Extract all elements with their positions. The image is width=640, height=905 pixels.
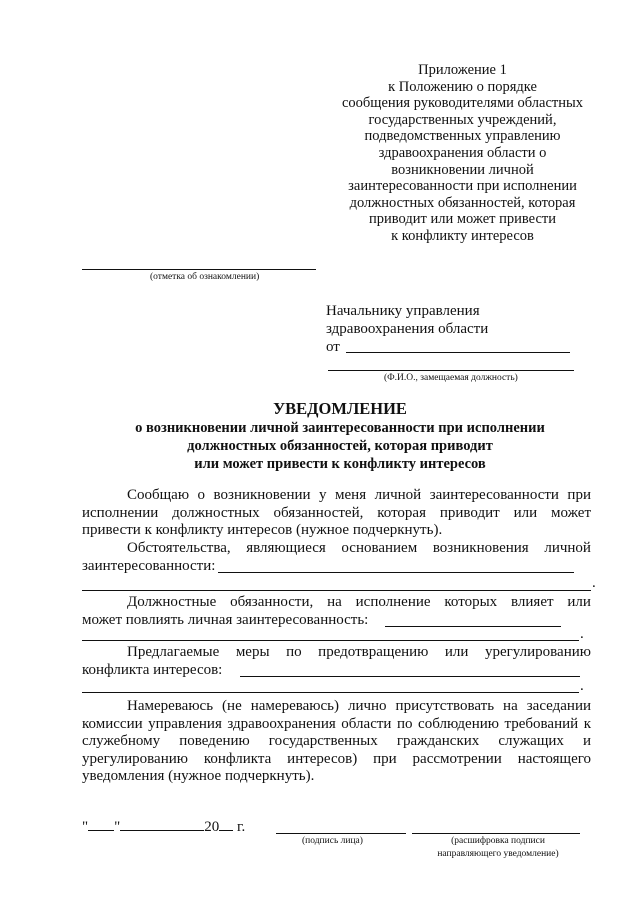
annex-line: сообщения руководителями областных — [341, 95, 583, 112]
word: или — [567, 594, 591, 610]
paragraph-interest-statement — [82, 487, 591, 540]
measures-field-line2[interactable] — [82, 692, 579, 693]
paragraph-text: Сообщаю о возникновении у меня личной заинтересованности при исполнении должностных обязанностей, которая приводит или может привести к конфликту интересов (нужное подчеркнуть). — [82, 487, 591, 538]
addressee-line2: здравоохранения области — [326, 321, 489, 337]
word: возникновения — [432, 540, 529, 556]
period: . — [580, 678, 584, 694]
signature-caption: (подпись лица) — [302, 836, 363, 846]
acknowledgement-caption: (отметка об ознакомлении) — [150, 272, 260, 282]
annex-line: государственных учреждений, — [368, 111, 557, 128]
paragraph-attendance — [82, 698, 591, 786]
month-field[interactable] — [120, 818, 204, 831]
word: Предлагаемые — [127, 644, 220, 660]
paragraph-measures-line1 — [82, 644, 591, 662]
annex-line: подведомственных управлению — [364, 128, 561, 145]
word: Обстоятельства, — [127, 540, 231, 556]
annex-line: к конфликту интересов — [391, 227, 534, 244]
annex-line: Приложение 1 — [418, 62, 507, 78]
word: Должностные — [127, 594, 217, 610]
signature-line[interactable] — [276, 833, 406, 834]
word: предотвращению — [318, 644, 429, 660]
quote-open: " — [82, 819, 89, 835]
circumstances-field-line2[interactable] — [82, 590, 591, 591]
paragraph-text: Намереваюсь (не намереваюсь) лично присутствовать на заседании комиссии управления здравоохранения области по соблюдению требований к служебному поведению государственных гражданских служащих и урегулированию конфликта интересов) при рассмотрении настоящего уведомления (нужное подчеркнуть). — [82, 698, 591, 784]
word: по — [286, 644, 302, 660]
word: меры — [235, 644, 270, 660]
day-field[interactable] — [88, 818, 114, 831]
measures-label: конфликта интересов: — [82, 662, 223, 678]
addressee-from-line — [346, 352, 570, 353]
word: урегулированию — [485, 644, 591, 660]
word: которых — [444, 594, 498, 610]
period: . — [592, 575, 596, 591]
year-prefix: 20 — [204, 819, 220, 835]
word: личной — [544, 540, 591, 556]
circumstances-field-line1[interactable] — [218, 572, 574, 573]
annex-line: приводит или может привести — [369, 211, 556, 228]
annex-line: заинтересованности при исполнении — [348, 178, 577, 195]
quote-close: " — [114, 819, 121, 835]
document-subtitle-line2: должностных обязанностей, которая приводит — [187, 438, 493, 454]
word: основанием — [341, 540, 418, 556]
annex-header — [320, 62, 605, 245]
document-title: УВЕДОМЛЕНИЕ — [273, 399, 407, 418]
word: являющиеся — [246, 540, 326, 556]
paragraph-circumstances-line1 — [82, 540, 591, 558]
period: . — [580, 626, 584, 642]
word: обязанности, — [230, 594, 314, 610]
word: исполнение — [355, 594, 431, 610]
year-field[interactable] — [219, 818, 233, 831]
annex-line: здравоохранения области о — [378, 144, 547, 161]
duties-field-line1[interactable] — [385, 626, 561, 627]
addressee-line1: Начальнику управления — [326, 303, 480, 319]
signature-decode-line[interactable] — [412, 833, 580, 834]
word: или — [444, 644, 469, 660]
year-suffix: г. — [237, 819, 246, 835]
circumstances-label: заинтересованности: — [82, 558, 216, 574]
addressee-second-line — [328, 370, 574, 371]
addressee-from-label: от — [326, 339, 340, 355]
word: влияет — [511, 594, 554, 610]
signature-decode-caption1: (расшифровка подписи — [451, 836, 545, 846]
acknowledgement-line — [82, 269, 316, 270]
document-subtitle-line1: о возникновении личной заинтересованности при исполнении — [135, 420, 545, 436]
paragraph-duties-line1 — [82, 594, 591, 612]
word: на — [327, 594, 342, 610]
signature-decode-caption2: направляющего уведомление) — [437, 849, 559, 859]
addressee-caption: (Ф.И.О., замещаемая должность) — [384, 373, 518, 383]
annex-line: должностных обязанностей, которая — [349, 194, 576, 211]
annex-line: возникновении личной — [391, 161, 534, 178]
annex-line: к Положению о порядке — [388, 78, 537, 95]
duties-field-line2[interactable] — [82, 640, 579, 641]
duties-label: может повлиять личная заинтересованность: — [82, 612, 369, 628]
document-subtitle-line3: или может привести к конфликту интересов — [194, 456, 486, 472]
measures-field-line1[interactable] — [240, 676, 580, 677]
